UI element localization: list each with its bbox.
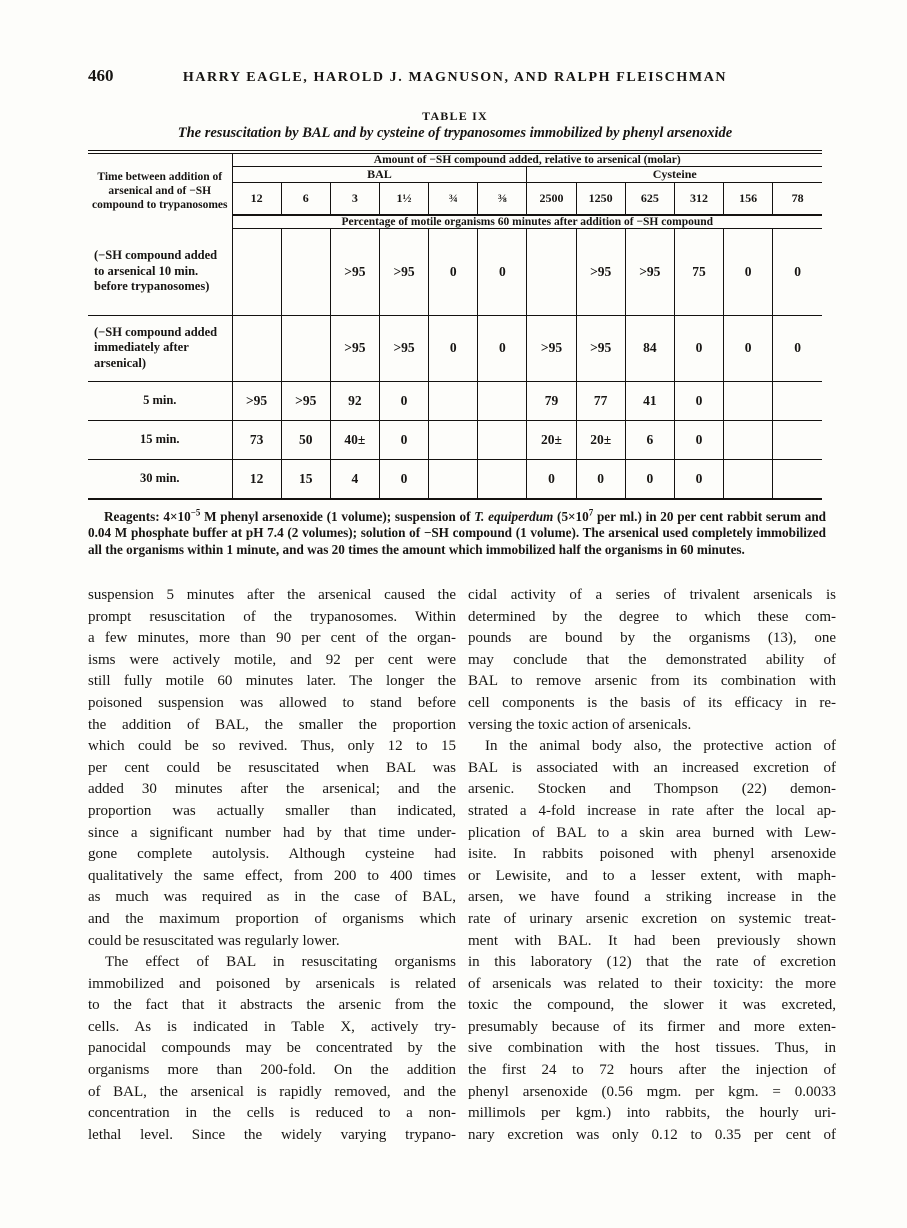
stub-header: Time between addition of arsenical and of −SH compound to trypanosomes: [88, 152, 232, 229]
text-line: the addition of BAL, the smaller the proportion: [88, 716, 456, 733]
text-line: phenyl arsenoxide (0.56 mgm. per kgm. = 0.0033: [468, 1083, 836, 1100]
value-cell: 0: [724, 229, 773, 316]
table-row: [88, 229, 822, 316]
value-cell: 0: [478, 315, 527, 381]
ratio-col-header: 312: [674, 183, 723, 216]
table-row: [88, 315, 822, 381]
row-label: 15 min.: [88, 420, 232, 459]
text-line: nary excretion was only 0.12 to 0.35 per cent of: [468, 1126, 836, 1143]
value-cell: 41: [625, 381, 674, 420]
paragraph: [468, 736, 836, 1146]
row-label: (−SH compound added to arsenical 10 min. before trypanosomes): [88, 229, 232, 316]
value-cell: 20±: [527, 420, 576, 459]
footnote-text: −5: [190, 507, 201, 518]
text-line: toxic the compound, the slower it was excreted,: [468, 997, 836, 1014]
text-line: millimols per kgm.) into rabbits, the hourly uri-: [468, 1105, 836, 1122]
text-line: BAL is associated with an increased excretion of: [468, 759, 836, 776]
text-line: organisms more than 200-fold. On the addition: [88, 1062, 456, 1079]
species-name: T. equiperdum: [474, 509, 554, 524]
value-cell: 0: [379, 381, 428, 420]
value-cell: 0: [674, 315, 723, 381]
table-row: [88, 381, 822, 420]
group-header-bal: BAL: [232, 167, 527, 183]
table-label: TABLE IX: [422, 109, 488, 123]
value-cell: 4: [330, 459, 379, 499]
value-cell: [281, 315, 330, 381]
text-line: may conclude that the demonstrated ability of: [468, 651, 836, 668]
footnote-text: (5×10: [553, 509, 589, 524]
text-line: prompt resuscitation of the trypanosomes. Within: [88, 608, 456, 625]
results-table: [88, 150, 822, 500]
ratio-col-header: ⅜: [478, 183, 527, 216]
value-cell: 20±: [576, 420, 625, 459]
value-cell: 0: [773, 229, 822, 316]
text-line: of BAL, the arsenical is rapidly removed, and the: [88, 1083, 456, 1100]
text-line: strated a 4-fold increase in rate after the local ap-: [468, 802, 836, 819]
text-line: since a significant number had by that time under-: [88, 824, 456, 841]
ratio-col-header: 78: [773, 183, 822, 216]
value-cell: [724, 459, 773, 499]
text-line: cell components is the basis of its efficacy in re-: [468, 694, 836, 711]
body-column-left: [88, 585, 456, 1146]
value-cell: >95: [576, 315, 625, 381]
value-cell: [527, 229, 576, 316]
value-cell: 0: [478, 229, 527, 316]
amount-header: Amount of −SH compound added, relative to arsenical (molar): [232, 152, 822, 167]
value-cell: 79: [527, 381, 576, 420]
table-row: [88, 459, 822, 499]
text-line: cidal activity of a series of trivalent arsenicals is: [468, 587, 836, 603]
text-line: presumably because of its firmer and more exten-: [468, 1018, 836, 1035]
value-cell: 0: [576, 459, 625, 499]
text-line: the first 24 to 72 hours after the injection of: [468, 1062, 836, 1079]
value-cell: 40±: [330, 420, 379, 459]
value-cell: 0: [429, 315, 478, 381]
text-line: sive combination with the host tissues. Thus, in: [468, 1040, 836, 1057]
text-line: isms were actively motile, and 92 per cent were: [88, 651, 456, 668]
page-number: 460: [88, 66, 114, 85]
text-line: qualitatively the same effect, from 200 to 400 times: [88, 867, 456, 884]
text-line: concentration in the cells is reduced to a non-: [88, 1105, 456, 1122]
ratio-col-header: 3: [330, 183, 379, 216]
text-line: poisoned suspension was allowed to stand before: [88, 694, 456, 711]
value-cell: 12: [232, 459, 281, 499]
text-line: lethal level. Since the widely varying trypano-: [88, 1126, 456, 1143]
table-body: [88, 229, 822, 499]
value-cell: [232, 315, 281, 381]
value-cell: 0: [773, 315, 822, 381]
text-line: rate of urinary arsenic excretion on systemic treat-: [468, 910, 836, 927]
paragraph: [88, 585, 456, 952]
body-column-right: [468, 585, 836, 1146]
text-line: arsenic. Stocken and Thompson (22) demon-: [468, 781, 836, 798]
value-cell: [478, 459, 527, 499]
text-line: a few minutes, more than 90 per cent of the organ-: [88, 630, 456, 647]
value-cell: 77: [576, 381, 625, 420]
value-cell: [478, 381, 527, 420]
text-line: The effect of BAL in resuscitating organisms: [105, 954, 456, 971]
ratio-col-header: 6: [281, 183, 330, 216]
value-cell: >95: [527, 315, 576, 381]
value-cell: >95: [379, 315, 428, 381]
text-line: still fully motile 60 minutes later. The longer the: [88, 673, 456, 690]
text-line: arsen, we have found a striking increase in the: [468, 889, 836, 906]
footnote-text: per ml.) in 20 per cent rabbit serum and 0.04 M phosphate buffer at pH 7.4 (2 volumes); solution of −SH compound (1 volume). The arsenical used completely immobilized all the organisms within 1 minute, and was 20 times the amount which immobilized half the organisms in 60 minutes.: [88, 509, 826, 557]
ratio-col-header: 625: [625, 183, 674, 216]
text-line: to the fact that it abstracts the arsenic from the: [88, 997, 456, 1014]
value-cell: 92: [330, 381, 379, 420]
footnote-text: Reagents: 4×10: [104, 509, 191, 524]
value-cell: [232, 229, 281, 316]
paragraph: [468, 585, 836, 736]
row-label: 30 min.: [88, 459, 232, 499]
value-cell: 0: [379, 420, 428, 459]
value-cell: [429, 381, 478, 420]
footnote-text: M phenyl arsenoxide (1 volume); suspension of: [200, 509, 475, 524]
footnote-text: 7: [588, 507, 594, 518]
value-cell: >95: [625, 229, 674, 316]
value-cell: [429, 459, 478, 499]
value-cell: 84: [625, 315, 674, 381]
text-line: pounds are bound by the organisms (13), one: [468, 630, 836, 647]
text-line: BAL to remove arsenic from its combination with: [468, 673, 836, 690]
ratio-col-header: 1250: [576, 183, 625, 216]
paragraph: [88, 952, 456, 1146]
text-line: per cent could be resuscitated when BAL was: [88, 759, 456, 776]
value-cell: >95: [379, 229, 428, 316]
text-line: suspension 5 minutes after the arsenical caused the: [88, 587, 456, 603]
value-cell: 0: [625, 459, 674, 499]
value-cell: >95: [330, 315, 379, 381]
value-cell: [724, 381, 773, 420]
text-line: plication of BAL to a skin area burned with Lew-: [468, 824, 836, 841]
value-cell: 15: [281, 459, 330, 499]
text-line: or Lewisite, and to a lesser extent, with maph-: [468, 867, 836, 884]
text-line: gone complete autolysis. Although cysteine had: [88, 846, 456, 863]
value-cell: 0: [379, 459, 428, 499]
table-title: The resuscitation by BAL and by cysteine of trypanosomes immobilized by phenyl arsenoxide: [177, 125, 733, 141]
value-cell: [478, 420, 527, 459]
text-line: of arsenicals was related to their toxicity: the more: [468, 975, 836, 992]
value-cell: [281, 229, 330, 316]
value-cell: 0: [674, 381, 723, 420]
text-line: ment with BAL. It had been previously shown: [468, 932, 836, 949]
text-line: which could be so revived. Thus, only 12 to 15: [88, 738, 456, 755]
text-line: In the animal body also, the protective action of: [485, 738, 836, 755]
value-cell: 73: [232, 420, 281, 459]
text-line: added 30 minutes after the arsenical; and the: [88, 781, 456, 798]
group-header-cysteine: Cysteine: [527, 167, 822, 183]
ratio-col-header: 1½: [379, 183, 428, 216]
ratio-col-header: 2500: [527, 183, 576, 216]
ratio-col-header: ¾: [429, 183, 478, 216]
value-cell: 0: [674, 420, 723, 459]
value-cell: [724, 420, 773, 459]
row-label: 5 min.: [88, 381, 232, 420]
value-cell: >95: [281, 381, 330, 420]
value-cell: [773, 459, 822, 499]
value-cell: 0: [527, 459, 576, 499]
value-cell: [429, 420, 478, 459]
text-line: panocidal compounds may be concentrated by the: [88, 1040, 456, 1057]
text-line: immobilized and poisoned by arsenicals is related: [88, 975, 456, 992]
text-line: as much was required as in the case of BAL,: [88, 889, 456, 906]
text-line: isite. In rabbits poisoned with phenyl arsenoxide: [468, 846, 836, 863]
text-line: determined by the degree to which these com-: [468, 608, 836, 625]
value-cell: 0: [429, 229, 478, 316]
table-row: [88, 420, 822, 459]
value-cell: 75: [674, 229, 723, 316]
ratio-col-header: 12: [232, 183, 281, 216]
value-cell: [773, 381, 822, 420]
text-line: in this laboratory (12) that the rate of excretion: [468, 954, 836, 971]
value-cell: 0: [724, 315, 773, 381]
running-head: HARRY EAGLE, HAROLD J. MAGNUSON, AND RALPH FLEISCHMAN: [182, 70, 728, 85]
text-line: versing the toxic action of arsenicals.: [468, 716, 692, 733]
table-footnote: [88, 509, 826, 558]
ratio-col-header: 156: [724, 183, 773, 216]
value-cell: 50: [281, 420, 330, 459]
value-cell: >95: [330, 229, 379, 316]
text-line: cells. As is indicated in Table X, actively try-: [88, 1018, 456, 1035]
text-line: and the maximum proportion of organisms which: [88, 910, 456, 927]
text-line: could be resuscitated was regularly lower.: [88, 932, 340, 949]
text-line: proportion was actually smaller than indicated,: [88, 802, 456, 819]
value-cell: [773, 420, 822, 459]
percentage-subheader: Percentage of motile organisms 60 minutes after addition of −SH compound: [232, 215, 822, 229]
value-cell: 0: [674, 459, 723, 499]
table-header: [88, 152, 822, 229]
row-label: (−SH compound added immediately after arsenical): [88, 315, 232, 381]
value-cell: >95: [232, 381, 281, 420]
value-cell: >95: [576, 229, 625, 316]
value-cell: 6: [625, 420, 674, 459]
